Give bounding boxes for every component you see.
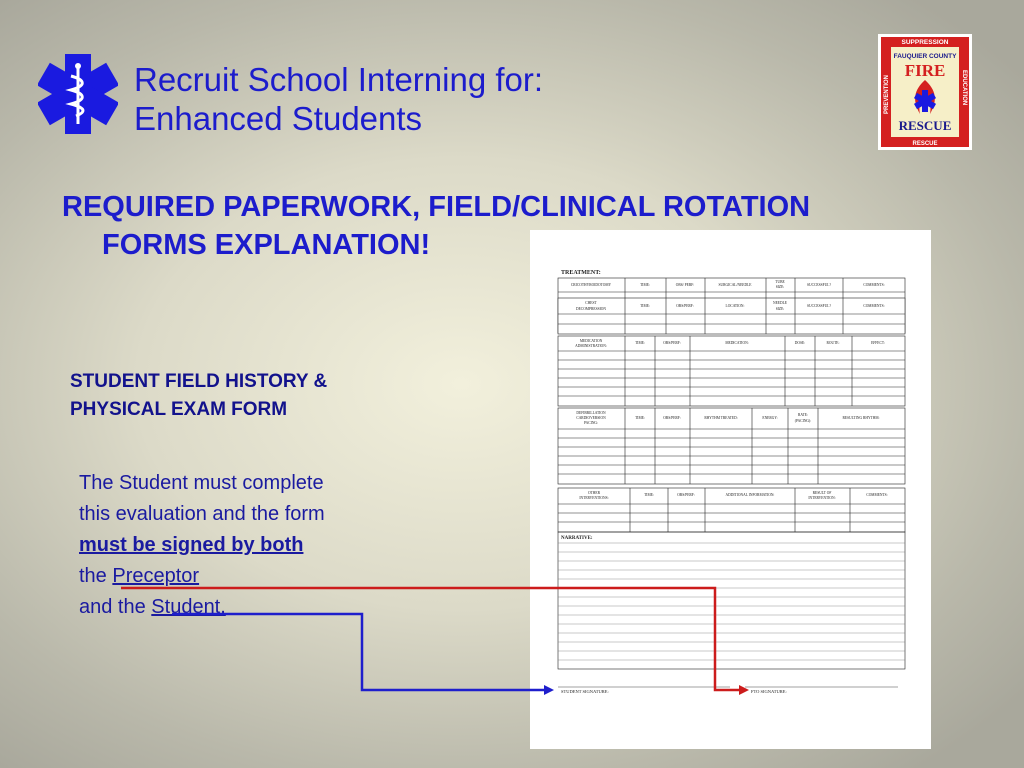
fire-rescue-logo xyxy=(878,34,972,150)
form-heading-line-1: STUDENT FIELD HISTORY & xyxy=(70,371,328,392)
form-cell-3-5: MEDICATION: xyxy=(725,341,749,345)
form-cell-2-4: OBS/PERF: xyxy=(676,304,694,308)
title-line-2: Enhanced Students xyxy=(134,100,423,137)
fto-signature-label: FTO SIGNATURE: xyxy=(751,689,787,694)
form-cell-2-6: NEEDLE xyxy=(773,301,787,305)
form-cell-3-1: MEDICATION xyxy=(579,339,603,343)
form-cell-1-7: SUCCESSFUL? xyxy=(807,283,831,287)
form-cell-5-5: ADDITIONAL INFORMATION: xyxy=(725,493,775,497)
form-cell-2-9: COMMENTS: xyxy=(863,304,885,308)
form-cell-5-2: INTERVENTIONS: xyxy=(579,496,609,500)
form-cell-2-8: SUCCESSFUL? xyxy=(807,304,831,308)
body-line-5-prefix: and the xyxy=(79,596,152,618)
form-cell-5-7: INTERVENTION: xyxy=(808,496,836,500)
form-cell-4-4: TIME: xyxy=(635,416,645,420)
student-arrow xyxy=(172,614,550,690)
form-cell-1-1: CRICOTHYROIDOTOMY xyxy=(570,283,612,287)
logo-bottom-text: RESCUE xyxy=(912,141,938,147)
star-of-life-icon xyxy=(38,52,118,136)
form-cell-5-8: COMMENTS: xyxy=(866,493,888,497)
form-cell-1-2: TIME: xyxy=(640,283,650,287)
logo-rescue-text: RESCUE xyxy=(898,118,952,133)
form-cell-2-3: TIME: xyxy=(640,304,650,308)
form-cell-5-3: TIME: xyxy=(644,493,654,497)
logo-right-text: EDUCATION xyxy=(961,70,967,106)
subtitle-line-1: REQUIRED PAPERWORK, FIELD/CLINICAL ROTATION xyxy=(62,191,811,223)
title-line-1: Recruit School Interning for: xyxy=(134,61,544,98)
form-cell-3-4: OBS/PERF: xyxy=(663,341,681,345)
form-cell-5-1: OTHER xyxy=(588,491,600,495)
form-cell-4-3: PACING: xyxy=(583,421,599,425)
form-cell-4-7: ENERGY: xyxy=(762,416,778,420)
student-signature-label: STUDENT SIGNATURE: xyxy=(561,689,609,694)
form-cell-2-1: CHEST xyxy=(585,301,597,305)
form-cell-5-4: OBS/PERF: xyxy=(677,493,695,497)
form-cell-2-5: LOCATION: xyxy=(725,304,745,308)
form-cell-4-1: DEFIBRILLATION xyxy=(576,411,606,415)
logo-left-text: PREVENTION xyxy=(884,74,890,114)
body-line-4-prefix: the xyxy=(79,565,113,587)
form-section-3 xyxy=(558,336,905,406)
logo-fire-text: FIRE xyxy=(904,61,946,80)
form-cell-4-10: RESULTING RHYTHM: xyxy=(842,416,880,420)
form-cell-3-8: EFFECT: xyxy=(871,341,885,345)
form-cell-1-6: SIZE: xyxy=(775,285,785,289)
body-line-2: this evaluation and the form xyxy=(79,503,325,525)
form-cell-1-8: COMMENTS: xyxy=(863,283,885,287)
form-cell-2-2: DECOMPRESSION xyxy=(576,307,606,311)
slide-title xyxy=(134,60,543,138)
logo-top-text: SUPPRESSION xyxy=(901,39,949,46)
subtitle-line-2: FORMS EXPLANATION! xyxy=(102,229,431,261)
form-cell-1-4: SURGICAL/NEEDLE xyxy=(718,283,752,287)
preceptor-word: Preceptor xyxy=(112,565,200,587)
form-cell-1-3: OBS/ PERF: xyxy=(675,283,695,287)
body-line-1: The Student must complete xyxy=(79,472,324,494)
form-treatment-label: TREATMENT: xyxy=(561,270,601,276)
form-cell-3-6: DOSE: xyxy=(794,341,806,345)
form-cell-5-6: RESULT OF xyxy=(812,491,832,495)
form-cell-4-5: OBS/PERF: xyxy=(663,416,681,420)
form-narrative-lines xyxy=(558,543,905,660)
form-narrative-label: NARRATIVE: xyxy=(561,536,593,541)
body-line-3: must be signed by both xyxy=(79,534,304,556)
form-heading xyxy=(70,368,327,424)
form-narrative-box xyxy=(558,532,905,669)
student-word: Student. xyxy=(151,596,226,618)
form-cell-4-2: CARDIOVERSION xyxy=(576,416,606,420)
form-cell-3-7: ROUTE: xyxy=(826,341,840,345)
instruction-text xyxy=(79,468,325,623)
body-line-4 xyxy=(79,561,325,592)
form-cell-1-5: TUBE xyxy=(775,280,785,284)
form-cell-4-9: (PACING): xyxy=(794,419,812,423)
body-line-5 xyxy=(79,592,325,623)
form-cell-4-6: RHYTHM TREATED: xyxy=(704,416,738,420)
form-cell-3-3: TIME: xyxy=(635,341,645,345)
form-cell-2-7: SIZE: xyxy=(775,307,785,311)
logo-county-text: FAUQUIER COUNTY xyxy=(893,53,957,60)
form-cell-4-8: RATE: xyxy=(798,413,808,417)
form-heading-line-2: PHYSICAL EXAM FORM xyxy=(70,399,288,420)
treatment-form-image xyxy=(530,230,931,749)
form-cell-3-2: ADMINISTRATION: xyxy=(575,344,607,348)
